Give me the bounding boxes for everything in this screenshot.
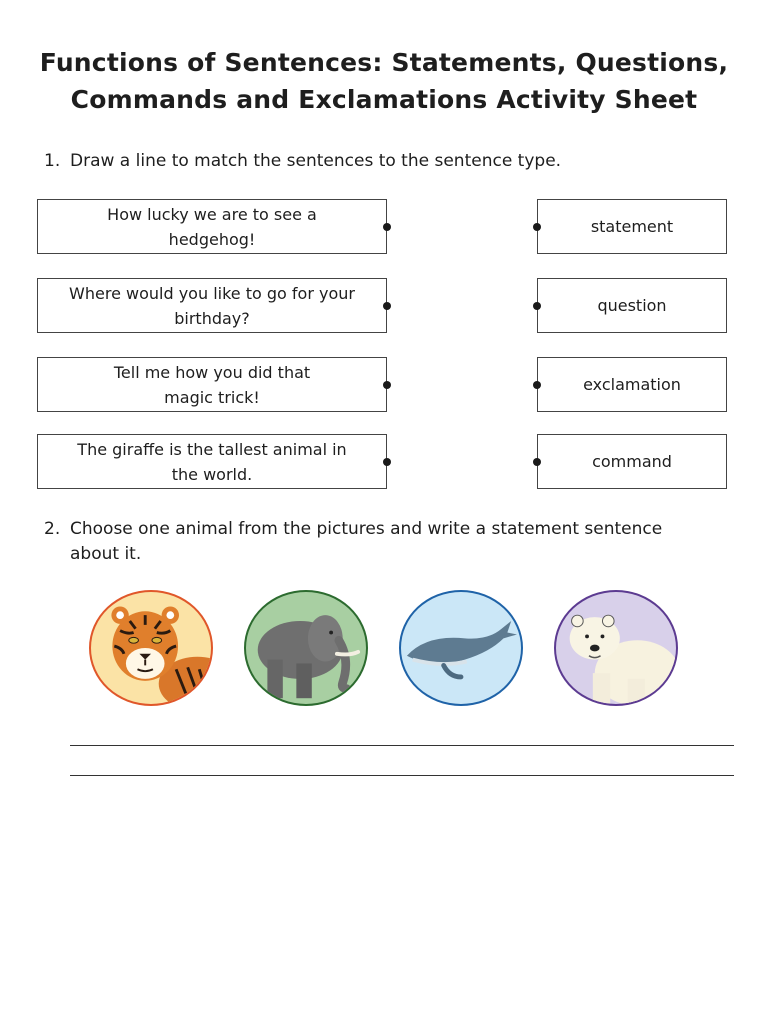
tiger-icon[interactable]	[89, 590, 213, 706]
writing-line[interactable]	[70, 745, 734, 746]
sentence-box[interactable]	[37, 434, 387, 489]
question-2-text-line-1: Choose one animal from the pictures and write a statement sentence	[70, 519, 663, 539]
sentence-type-box[interactable]	[537, 357, 727, 412]
sentence-text-line-1: How lucky we are to see a	[107, 204, 317, 224]
sentence-type-box[interactable]	[537, 199, 727, 254]
sentence-type-label: exclamation	[583, 375, 681, 394]
sentence-connector-dot[interactable]	[383, 302, 391, 310]
title-line-1: Functions of Sentences: Statements, Questions,	[39, 48, 729, 77]
sentence-box[interactable]	[37, 357, 387, 412]
elephant-icon[interactable]	[244, 590, 368, 706]
sentence-text-line-1: Where would you like to go for your	[69, 283, 355, 303]
sentence-type-box[interactable]	[537, 434, 727, 489]
title-line-2: Commands and Exclamations Activity Sheet	[70, 85, 698, 114]
question-1-text: Draw a line to match the sentences to the sentence type.	[70, 151, 562, 171]
question-1-number: 1.	[44, 151, 61, 171]
type-connector-dot[interactable]	[533, 223, 541, 231]
writing-line[interactable]	[70, 775, 734, 776]
sentence-text-line-2: hedgehog!	[168, 229, 256, 249]
type-connector-dot[interactable]	[533, 381, 541, 389]
whale-icon[interactable]	[399, 590, 523, 706]
question-2-number: 2.	[44, 519, 61, 539]
sentence-connector-dot[interactable]	[383, 458, 391, 466]
page-title	[0, 44, 768, 118]
sentence-type-label: statement	[590, 217, 674, 236]
sentence-text-line-2: birthday?	[174, 308, 250, 328]
sentence-text-line-2: the world.	[171, 464, 253, 484]
sentence-box[interactable]	[37, 199, 387, 254]
sentence-type-label: command	[592, 452, 672, 471]
sentence-type-box[interactable]	[537, 278, 727, 333]
sentence-text-line-1: Tell me how you did that	[113, 362, 311, 382]
type-connector-dot[interactable]	[533, 458, 541, 466]
sentence-type-label: question	[597, 296, 667, 315]
sentence-box[interactable]	[37, 278, 387, 333]
sentence-text-line-2: magic trick!	[164, 387, 260, 407]
sentence-connector-dot[interactable]	[383, 381, 391, 389]
sentence-connector-dot[interactable]	[383, 223, 391, 231]
sentence-text-line-1: The giraffe is the tallest animal in	[77, 439, 347, 459]
polar-bear-icon[interactable]	[554, 590, 678, 706]
question-2-text-line-2: about it.	[70, 544, 142, 564]
type-connector-dot[interactable]	[533, 302, 541, 310]
